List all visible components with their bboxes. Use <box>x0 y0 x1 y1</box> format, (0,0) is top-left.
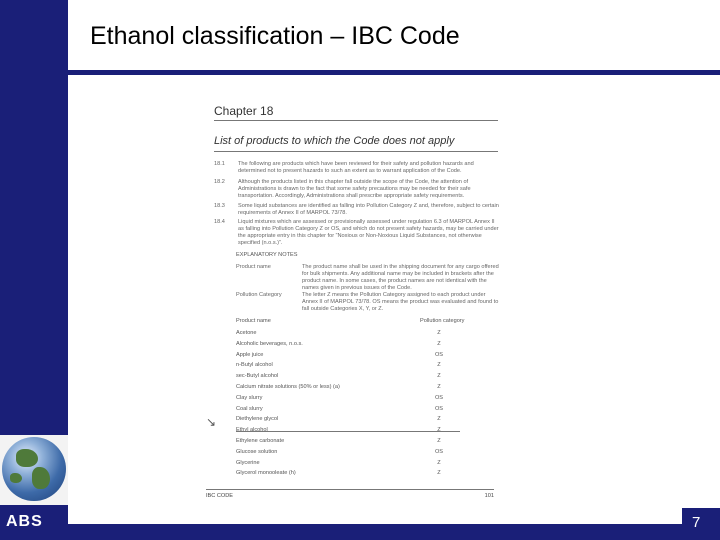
product-name: sec-Butyl alcohol <box>236 373 279 380</box>
paragraph-number: 18.2 <box>214 179 225 185</box>
footer-page: 101 <box>484 493 494 499</box>
chapter-rule <box>214 120 498 121</box>
product-name: Coal slurry <box>236 405 263 412</box>
paragraph-number: 18.1 <box>214 161 225 167</box>
footer-code: IBC CODE <box>206 493 234 499</box>
pollution-category: OS <box>434 448 444 455</box>
product-name: Alcoholic beverages, n.o.s. <box>236 340 303 347</box>
chapter-heading: List of products to which the Code does not apply <box>214 135 455 147</box>
pollution-category: OS <box>434 405 444 412</box>
product-name: Diethylene glycol <box>236 416 279 423</box>
table-header <box>236 318 496 324</box>
explanatory-notes-title: EXPLANATORY NOTES <box>236 252 298 258</box>
paragraph-text: The following are products which have been reviewed for their safety and pollution hazards and determined not to present hazards to such an extent as to warrant application of the Code. <box>238 161 474 174</box>
page-number: 7 <box>692 514 701 531</box>
product-name: Glucose solution <box>236 448 278 455</box>
pollution-category: OS <box>434 394 444 401</box>
chapter-title: Chapter 18 <box>214 104 274 118</box>
slide-title: Ethanol classification – IBC Code <box>90 22 460 50</box>
product-name-header: Product name <box>236 318 271 324</box>
pollution-category: Z <box>437 373 441 380</box>
product-name: Acetone <box>236 330 257 336</box>
product-name: Glycerine <box>236 459 260 466</box>
pollution-category-header: Pollution category <box>420 318 465 324</box>
product-name: Clay slurry <box>236 394 263 401</box>
pollution-category: Z <box>437 330 441 336</box>
title-divider <box>68 70 720 75</box>
pollution-category: Z <box>437 340 441 347</box>
paragraph-text: Some liquid substances are identified as falling into Pollution Category Z and, therefore, subject to certain requirements of Annex II of MARPOL 73/78. <box>238 203 499 216</box>
note-text: The product name shall be used in the shipping document for any cargo offered for bulk shipments. Any additional name may be included in brackets after the product name. In some cases, the product names are not identical with the names given in previous issues of the Code. <box>302 264 499 291</box>
pollution-category: Z <box>437 470 441 477</box>
pollution-category: Z <box>437 438 441 444</box>
note-label: Product name <box>236 264 271 270</box>
bottom-bar <box>68 524 720 540</box>
ethyl-alcohol-underline <box>236 431 460 432</box>
pollution-category: OS <box>434 351 444 358</box>
note-label: Pollution Category <box>236 292 282 298</box>
product-name: Apple juice <box>236 351 264 358</box>
product-name: Ethylene carbonate <box>236 438 285 444</box>
pollution-category: Z <box>437 416 441 423</box>
pollution-category: Z <box>437 459 441 466</box>
heading-rule <box>214 151 498 152</box>
product-name: Calcium nitrate solutions (50% or less) (a) <box>236 384 340 390</box>
footer-rule <box>206 489 494 490</box>
pointer-arrow-icon: ↘ <box>206 415 217 429</box>
paragraph-number: 18.4 <box>214 219 225 225</box>
product-name: Glycerol monooleate (h) <box>236 470 296 477</box>
pollution-category: Z <box>437 384 441 390</box>
paragraph-number: 18.3 <box>214 203 225 209</box>
page-number-box <box>682 508 720 540</box>
document-scan <box>200 95 500 505</box>
pollution-category: Z <box>437 362 441 369</box>
abs-logo: ABS <box>6 513 43 530</box>
paragraph-text: Although the products listed in this chapter fall outside the scope of the Code, the attention of Administrations is drawn to the fact that some safety precautions may be needed for their safe transportation. Accordingly, Administrations shall prescribe appropriate safety requirements. <box>238 179 471 199</box>
paragraph-text: Liquid mixtures which are assessed or provisionally assessed under regulation 6.3 of MARPOL Annex II as falling into Pollution Category Z or OS, and which do not present safety hazards, may be carried under the appropriate entry in this chapter for “Noxious or Non-Noxious Liquid Substances, not otherwise specified (n.o.s.)”. <box>238 219 499 246</box>
globe-icon <box>2 437 66 501</box>
product-name: n-Butyl alcohol <box>236 362 273 369</box>
note-text: The letter Z means the Pollution Category assigned to each product under Annex II of MARPOL 73/78. OS means the product was evaluated and found to fall outside Categories X, Y, or Z. <box>302 292 499 312</box>
